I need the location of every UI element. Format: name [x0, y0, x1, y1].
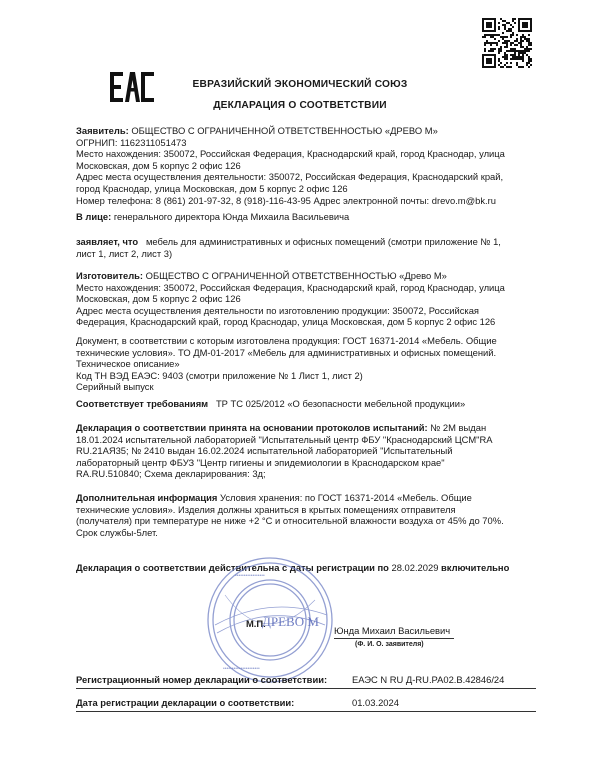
applicant-line: Номер телефона: 8 (861) 201-97-32, 8 (918)-116-43-95 Адрес электронной почты: drevo.m@bk.ru	[76, 194, 496, 206]
additional-first-value: Условия хранения: по ГОСТ 16371-2014 «Мебель. Общие	[220, 492, 472, 503]
reg-number: ЕАЭС N RU Д-RU.PA02.B.42846/24	[352, 674, 505, 685]
document-line: Код ТН ВЭД ЕАЭС: 9403 (смотри приложение № 1 Лист 1, лист 2)	[76, 369, 363, 381]
manufacturer-label: Изготовитель:	[76, 270, 144, 281]
doc-title: ДЕКЛАРАЦИЯ О СООТВЕТСТВИИ	[213, 100, 387, 111]
complies-section	[76, 398, 536, 410]
declares-section	[76, 236, 536, 259]
applicant-name: ОБЩЕСТВО С ОГРАНИЧЕННОЙ ОТВЕТСТВЕННОСТЬЮ «ДРЕВО М»	[131, 125, 438, 136]
reg-number-underline	[76, 688, 536, 689]
svg-text:•••••••••••••••••••••: •••••••••••••••••••••	[223, 666, 260, 672]
qr-code-icon	[482, 18, 532, 68]
reg-number-label: Регистрационный номер декларации о соответствии:	[76, 674, 328, 685]
additional-line: технические условия». Изделия должны храниться в крытых помещениях отправителя	[76, 503, 456, 515]
reg-date-label: Дата регистрации декларации о соответствии:	[76, 697, 295, 708]
basis-label: Декларация о соответствии принята на основании протоколов испытаний:	[76, 422, 428, 433]
validity-suffix: включительно	[441, 562, 510, 573]
person-label: В лице:	[76, 211, 112, 222]
applicant-line: Место нахождения: 350072, Российская Федерация, Краснодарский край, город Краснодар, улица	[76, 148, 505, 160]
basis-line: 18.01.2024 испытательной лабораторией "Испытательный центр ФБУ "Краснодарский ЦСМ"RA	[76, 433, 493, 445]
manufacturer-line: Место нахождения: 350072, Российская Федерация, Краснодарский край, город Краснодар, улица	[76, 281, 505, 293]
svg-text:•••••••••••••••••: •••••••••••••••••	[235, 573, 265, 579]
applicant-section	[76, 125, 536, 206]
document-section	[76, 335, 536, 393]
basis-section	[76, 422, 536, 480]
person-value: генерального директора Юнда Михаила Васильевича	[113, 211, 350, 222]
validity-date: 28.02.2029	[391, 562, 439, 573]
signer-caption: (Ф. И. О. заявителя)	[355, 641, 424, 648]
manufacturer-name: ОБЩЕСТВО С ОГРАНИЧЕННОЙ ОТВЕТСТВЕННОСТЬЮ «Древо М»	[145, 270, 447, 281]
person-section	[76, 211, 536, 223]
declares-line: мебель для административных и офисных помещений (смотри приложение № 1,	[145, 236, 501, 247]
document-line: Документ, в соответствии с которым изготовлена продукция: ГОСТ 16371-2014 «Мебель. Общие	[76, 335, 497, 346]
validity-label: Декларация о соответствии действительна с даты регистрации по	[76, 562, 389, 573]
mp-label: М.П.	[246, 618, 266, 629]
stamp-text: ДРЕВО М	[262, 614, 319, 629]
basis-line: RU.21АЯ35; № 2410 выдан 16.02.2024 испытательной лабораторией "Испытательный	[76, 445, 453, 457]
complies-value: ТР ТС 025/2012 «О безопасности мебельной продукции»	[215, 398, 466, 409]
manufacturer-line: Московская, дом 5 корпус 2 офис 126	[76, 293, 241, 305]
applicant-line: город Краснодар, улица Московская, дом 5 корпус 2 офис 126	[76, 182, 348, 194]
additional-label: Дополнительная информация	[76, 492, 218, 503]
additional-line: (получателя) при температуре не ниже +2 °С и относительной влажности воздуха от 45% до 70%.	[76, 515, 504, 527]
complies-label: Соответствует требованиям	[76, 398, 209, 409]
signer-name: Юнда Михаил Васильевич	[334, 625, 451, 636]
additional-section	[76, 492, 536, 538]
manufacturer-line: Адрес места осуществления деятельности по изготовлению продукции: 350072, Российская	[76, 304, 479, 316]
declares-line: лист 1, лист 2, лист 3)	[76, 247, 173, 259]
basis-line: RA.RU.510840; Схема декларирования: 3д;	[76, 468, 266, 480]
document-line: Серийный выпуск	[76, 381, 154, 393]
union-title: ЕВРАЗИЙСКИЙ ЭКОНОМИЧЕСКИЙ СОЮЗ	[192, 79, 408, 90]
basis-first-value: № 2М выдан	[430, 422, 487, 433]
document-line: Техническое описание»	[76, 358, 180, 370]
declares-label: заявляет, что	[76, 236, 139, 247]
applicant-line: Московская, дом 5 корпус 2 офис 126	[76, 159, 241, 171]
reg-date-underline	[76, 711, 536, 712]
manufacturer-line: Федерация, Краснодарский край, город Краснодар, улица Московская, дом 5 корпус 2 офис 126	[76, 316, 496, 328]
applicant-line: Адрес места осуществления деятельности: 350072, Российская Федерация, Краснодарский край,	[76, 171, 504, 183]
additional-line: Срок службы-5лет.	[76, 526, 158, 538]
applicant-line: ОГРНИП: 1162311051473	[76, 136, 187, 148]
manufacturer-section	[76, 270, 536, 328]
applicant-label: Заявитель:	[76, 125, 129, 136]
basis-line: лабораторный центр ФБУЗ "Центр гигиены и эпидемиологии в Краснодарском крае"	[76, 456, 445, 468]
signature-line	[334, 638, 454, 639]
document-line: технические условия». ТО ДМ-01-2017 «Мебель для административных и офисных помещений.	[76, 346, 497, 358]
reg-date: 01.03.2024	[352, 697, 399, 708]
